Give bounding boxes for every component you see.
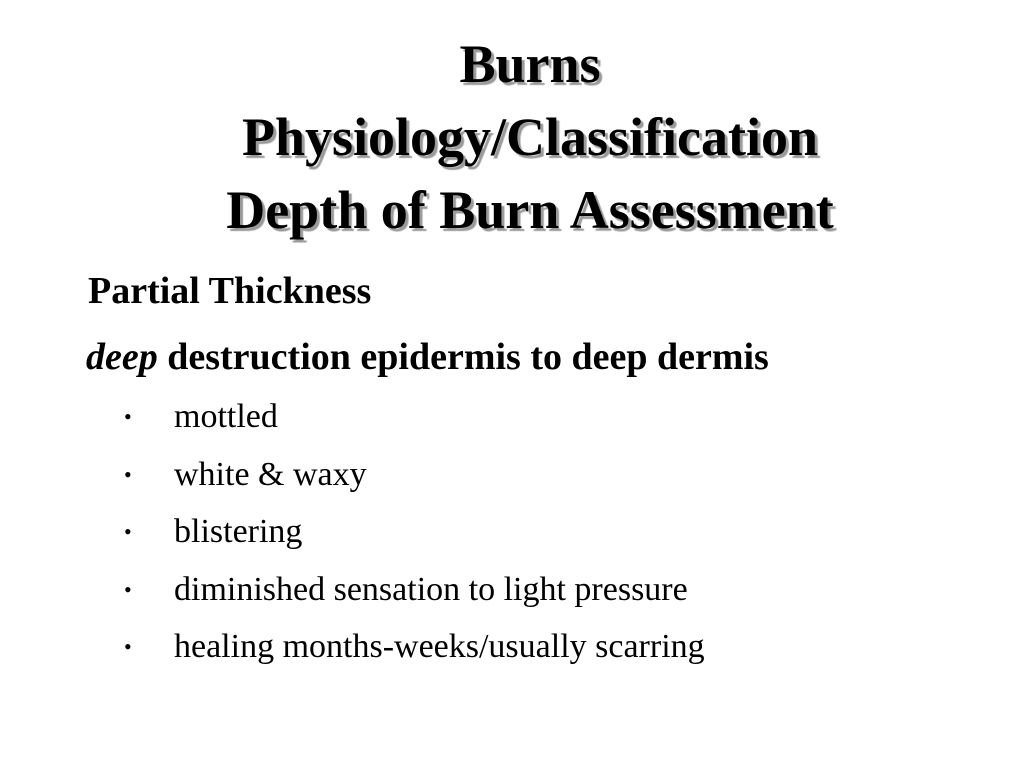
bullet-text: blistering: [174, 513, 303, 550]
bullet-item: [124, 565, 705, 623]
title-line: Physiology/Classification: [241, 107, 819, 167]
bullet-text: healing months-weeks/usually scarring: [174, 628, 705, 665]
bullet-icon: •: [124, 519, 132, 544]
bullet-item: [124, 622, 705, 680]
bullet-text: white & waxy: [174, 455, 367, 493]
title-line: Burns: [459, 34, 601, 94]
bullet-icon: •: [124, 461, 132, 487]
bullet-list: [124, 392, 705, 680]
bullet-item: [124, 450, 705, 508]
bullet-text: mottled: [174, 398, 278, 435]
bullet-item: [124, 507, 705, 565]
slide-title: [0, 28, 1024, 247]
bullet-text: diminished sensation to light pressure: [174, 570, 688, 608]
lead-emphasis: deep: [86, 336, 158, 378]
bullet-icon: •: [124, 634, 132, 659]
bullet-icon: •: [124, 576, 132, 602]
lead-text: destruction epidermis to deep dermis: [167, 336, 769, 378]
lead-line: [86, 332, 769, 382]
bullet-icon: •: [124, 404, 132, 429]
section-subtitle: Partial Thickness: [88, 270, 372, 312]
title-line: Depth of Burn Assessment: [226, 180, 834, 240]
bullet-item: [124, 392, 705, 450]
